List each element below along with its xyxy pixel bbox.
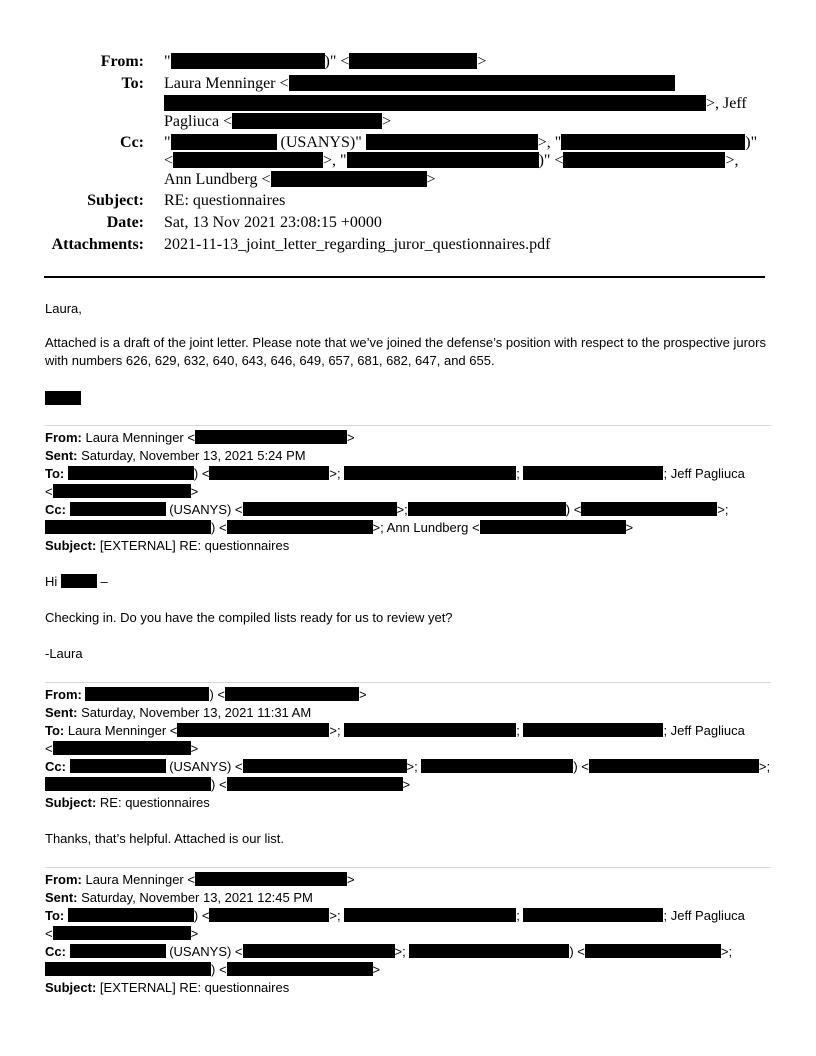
cc-usanys: (USANYS)"	[280, 134, 362, 151]
email4-cc: Cc: (USANYS) < >; ) < >;	[45, 944, 733, 959]
greeting: Laura,	[45, 301, 82, 316]
redaction	[177, 723, 329, 737]
redaction	[195, 872, 347, 886]
redaction	[344, 723, 516, 737]
redaction	[243, 502, 397, 516]
redaction	[70, 502, 166, 516]
header-subject-row	[0, 191, 800, 211]
redaction	[195, 430, 347, 444]
to-jeff: , Jeff	[715, 95, 747, 112]
header-attachments-row	[0, 235, 800, 255]
redaction	[347, 152, 539, 168]
redaction	[523, 466, 663, 480]
to-name: Laura Menninger <	[164, 75, 289, 92]
header-attachments-label: Attachments:	[51, 236, 144, 253]
redaction	[480, 520, 626, 534]
redaction	[225, 687, 359, 701]
redaction	[171, 53, 325, 69]
redaction	[409, 944, 569, 958]
redaction	[171, 134, 277, 150]
redaction	[45, 391, 81, 405]
redaction	[68, 466, 194, 480]
redaction	[344, 908, 516, 922]
redaction	[289, 75, 675, 91]
email2-cc: Cc: (USANYS) < >; ) < >;	[45, 502, 729, 517]
header-from-label: From:	[100, 53, 144, 70]
redaction	[227, 777, 403, 791]
redaction	[164, 95, 706, 111]
redaction	[173, 152, 323, 168]
redaction	[45, 962, 211, 976]
redaction	[408, 502, 566, 516]
redaction	[70, 759, 166, 773]
email-separator	[45, 867, 771, 868]
email3-sent: Sent: Saturday, November 13, 2021 11:31 AM	[45, 705, 312, 720]
header-cc-row: Cc: " (USANYS)" >, " )"	[120, 134, 758, 151]
redaction	[271, 171, 427, 187]
header-subject: RE: questionnaires	[164, 192, 286, 209]
header-to-row	[0, 74, 800, 94]
redaction	[243, 759, 407, 773]
redaction	[523, 908, 663, 922]
to-jeff-2: Pagliuca <	[164, 113, 233, 130]
redaction	[563, 152, 725, 168]
header-cc-label: Cc:	[120, 134, 144, 151]
email3-body: Thanks, that’s helpful. Attached is our list.	[45, 831, 284, 846]
email-separator	[45, 425, 771, 426]
header-to-label: To:	[121, 75, 144, 92]
redaction	[209, 466, 329, 480]
redaction	[523, 723, 663, 737]
email2-signature: -Laura	[45, 646, 83, 661]
redaction	[232, 113, 382, 129]
redaction	[227, 962, 373, 976]
email2-hi: Hi –	[45, 574, 108, 589]
redaction	[53, 926, 191, 940]
header-subject-label: Subject:	[87, 192, 144, 209]
redaction	[585, 944, 721, 958]
email3-to: To: Laura Menninger < >; ; ; Jeff Pagliuca	[45, 723, 745, 738]
email2-subject: Subject: [EXTERNAL] RE: questionnaires	[45, 538, 290, 553]
email2-from: From: Laura Menninger < >	[45, 430, 355, 445]
email2-body: Checking in. Do you have the compiled lists ready for us to review yet?	[45, 610, 453, 625]
redaction	[53, 741, 191, 755]
header-date-label: Date:	[106, 214, 144, 231]
email2-sent: Sent: Saturday, November 13, 2021 5:24 PM	[45, 448, 306, 463]
email3-subject: Subject: RE: questionnaires	[45, 795, 210, 810]
email-separator	[45, 682, 771, 683]
email4-from: From: Laura Menninger < >	[45, 872, 355, 887]
header-date: Sat, 13 Nov 2021 23:08:15 +0000	[164, 214, 382, 231]
redaction	[561, 134, 745, 150]
redaction	[70, 944, 166, 958]
email2-to: To: ) < >; ; ; Jeff Pagliuca	[45, 466, 745, 481]
redaction	[589, 759, 759, 773]
redaction	[243, 944, 395, 958]
redaction	[85, 687, 209, 701]
redaction	[421, 759, 573, 773]
redaction	[366, 134, 538, 150]
redaction	[349, 53, 477, 69]
header-date-row	[0, 213, 800, 233]
redaction	[61, 574, 97, 588]
email4-sent: Sent: Saturday, November 13, 2021 12:45 PM	[45, 890, 313, 905]
redaction	[45, 777, 211, 791]
message-text: Attached is a draft of the joint letter. Please note that we’ve joined the defense’s position with respect to the prospective jurors with numbers 626, 629, 632, 640, 643, 646, 649, 657, 681, 682, 647, and 655.	[45, 335, 766, 368]
email3-from: From: ) < >	[45, 687, 367, 702]
redaction	[344, 466, 516, 480]
header-divider	[44, 276, 765, 278]
redaction	[227, 520, 373, 534]
email4-to: To: ) < >; ; ; Jeff Pagliuca	[45, 908, 745, 923]
redaction	[581, 502, 717, 516]
redaction	[45, 520, 211, 534]
attachment-link[interactable]: 2021-11-13_joint_letter_regarding_juror_questionnaires.pdf	[164, 236, 551, 253]
redaction	[53, 484, 191, 498]
cc-ann: Ann Lundberg <	[164, 171, 271, 188]
header-from-row: From: " )" < >	[100, 53, 487, 70]
email3-cc: Cc: (USANYS) < >; ) < >;	[45, 759, 771, 774]
email4-subject: Subject: [EXTERNAL] RE: questionnaires	[45, 980, 290, 995]
redaction	[68, 908, 194, 922]
redaction	[209, 908, 329, 922]
